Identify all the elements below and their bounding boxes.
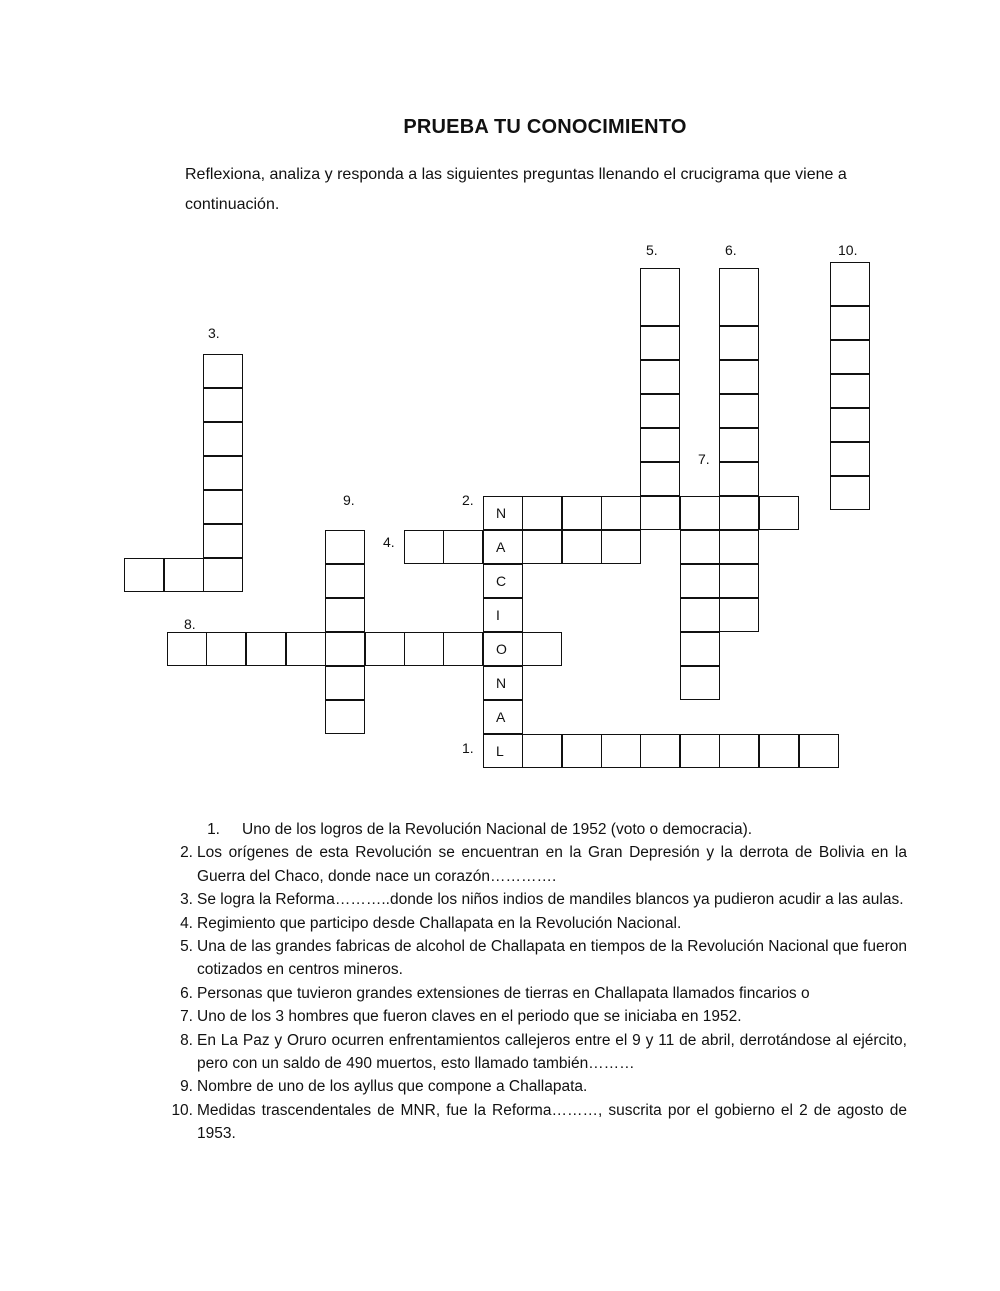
crossword-cell[interactable]: [286, 632, 326, 666]
crossword-cell[interactable]: [325, 598, 365, 632]
clue-text: Uno de los 3 hombres que fueron claves en el periodo que se iniciaba en 1952.: [197, 1008, 742, 1026]
crossword-cell[interactable]: [830, 374, 870, 408]
clue-number: 4.: [180, 914, 193, 932]
clue-number: 1.: [207, 821, 220, 838]
crossword-cell[interactable]: [206, 632, 246, 666]
clue-item: [165, 982, 907, 1005]
crossword-cell[interactable]: [562, 496, 602, 530]
clue-text: En La Paz y Oruro ocurren enfrentamientos callejeros entre el 9 y 11 de abril, derrotándose al ejército, pero con un saldo de 490 muertos, esto llamado también………: [197, 1031, 907, 1073]
crossword-cell[interactable]: [325, 700, 365, 734]
crossword-cell[interactable]: [203, 388, 243, 422]
clue-number: 2.: [180, 844, 193, 862]
crossword-cell[interactable]: [640, 394, 680, 428]
clue-text: Los orígenes de esta Revolución se encuentran en la Gran Depresión y la derrota de Bolivia en la Guerra del Chaco, donde nace un corazón………….: [197, 844, 907, 885]
crossword-cell[interactable]: [830, 262, 870, 306]
crossword-cell[interactable]: [719, 428, 759, 462]
crossword-cell[interactable]: [203, 354, 243, 388]
crossword-letter-cell[interactable]: C: [483, 564, 523, 598]
clue-number: 6.: [180, 984, 193, 1002]
crossword-cell[interactable]: [522, 632, 562, 666]
crossword-cell[interactable]: [365, 632, 405, 666]
crossword-cell[interactable]: [680, 564, 720, 598]
crossword-cell[interactable]: [640, 462, 680, 496]
crossword-cell[interactable]: [203, 422, 243, 456]
clue-item: [165, 935, 907, 982]
crossword-cell[interactable]: [680, 598, 720, 632]
crossword-cell[interactable]: [640, 734, 680, 768]
clue-number: 5.: [180, 938, 193, 956]
crossword-cell[interactable]: [601, 530, 641, 564]
clue-number: 10.: [171, 1101, 193, 1119]
crossword-cell[interactable]: [124, 558, 164, 592]
crossword-cell[interactable]: [759, 496, 799, 530]
clue-item: [165, 912, 907, 935]
crossword-cell[interactable]: [601, 734, 641, 768]
crossword-cell[interactable]: [164, 558, 204, 592]
crossword-cell[interactable]: [830, 306, 870, 340]
clue-number-label: 6.: [725, 242, 737, 258]
clue-text: Una de las grandes fabricas de alcohol de Challapata en tiempos de la Revolución Nacional que fueron cotizados en centros mineros.: [197, 938, 908, 979]
crossword-cell[interactable]: [522, 496, 562, 530]
crossword-cell[interactable]: [167, 632, 207, 666]
crossword-cell[interactable]: [719, 530, 759, 564]
clue-number: 8.: [180, 1031, 193, 1049]
clue-item: [165, 1099, 907, 1146]
crossword-letter-cell[interactable]: N: [483, 496, 523, 530]
crossword-cell[interactable]: [680, 734, 720, 768]
crossword-letter-cell[interactable]: L: [483, 734, 523, 768]
crossword-cell[interactable]: [680, 530, 720, 564]
crossword-cell[interactable]: [640, 496, 680, 530]
crossword-cell[interactable]: [443, 632, 483, 666]
crossword-cell[interactable]: [680, 632, 720, 666]
clue-number: 9.: [180, 1078, 193, 1096]
page-title: PRUEBA TU CONOCIMIENTO: [403, 116, 687, 138]
crossword-letter-cell[interactable]: N: [483, 666, 523, 700]
crossword-cell[interactable]: [203, 524, 243, 558]
crossword-cell[interactable]: [680, 666, 720, 700]
clue-number-label: 10.: [838, 242, 858, 258]
crossword-cell[interactable]: [601, 496, 641, 530]
clue-item: [165, 1029, 907, 1076]
clue-list: [165, 818, 907, 1146]
crossword-letter-cell[interactable]: I: [483, 598, 523, 632]
clue-number-label: 8.: [184, 616, 196, 632]
crossword-cell[interactable]: [203, 490, 243, 524]
crossword-cell[interactable]: [562, 530, 602, 564]
crossword-cell[interactable]: [522, 734, 562, 768]
crossword-cell[interactable]: [719, 598, 759, 632]
crossword-cell[interactable]: [759, 734, 799, 768]
clue-text: Medidas trascendentales de MNR, fue la Reforma………, suscrita por el gobierno el 2 de agosto de 1953.: [197, 1101, 907, 1143]
crossword-cell[interactable]: [325, 530, 365, 564]
clue-number-label: 5.: [646, 242, 658, 258]
clue-number-label: 1.: [462, 740, 474, 756]
crossword-letter-cell[interactable]: A: [483, 700, 523, 734]
clue-item: [165, 1005, 907, 1028]
clue-text: Personas que tuvieron grandes extensiones de tierras en Challapata llamados fincarios o: [197, 984, 810, 1002]
crossword-cell[interactable]: [404, 632, 444, 666]
clue-item: [165, 841, 907, 888]
clue-text: Nombre de uno de los ayllus que compone a Challapata.: [197, 1078, 588, 1096]
crossword-cell[interactable]: [246, 632, 286, 666]
crossword-cell[interactable]: [719, 496, 759, 530]
crossword-cell[interactable]: [203, 558, 243, 592]
crossword-cell[interactable]: [719, 462, 759, 496]
clue-item: [165, 888, 907, 911]
clue-number: 7.: [180, 1008, 193, 1026]
clue-item: [165, 1075, 907, 1098]
clue-number: 3.: [180, 891, 193, 909]
crossword-cell[interactable]: [522, 530, 562, 564]
crossword-cell[interactable]: [830, 340, 870, 374]
crossword-cell[interactable]: [443, 530, 483, 564]
crossword-cell[interactable]: [719, 326, 759, 360]
crossword-cell[interactable]: [719, 360, 759, 394]
crossword-cell[interactable]: [830, 476, 870, 510]
crossword-cell[interactable]: [719, 564, 759, 598]
crossword-cell[interactable]: [680, 496, 720, 530]
crossword-cell[interactable]: [830, 408, 870, 442]
crossword-cell[interactable]: [325, 564, 365, 598]
clue-item: [165, 818, 907, 841]
crossword-cell[interactable]: [719, 268, 759, 326]
clue-number-label: 2.: [462, 492, 474, 508]
clue-text: Uno de los logros de la Revolución Nacional de 1952 (voto o democracia).: [242, 821, 753, 838]
crossword-cell[interactable]: [640, 428, 680, 462]
crossword-cell[interactable]: [719, 394, 759, 428]
crossword-letter-cell[interactable]: O: [483, 632, 523, 666]
clue-text: Se logra la Reforma………..donde los niños indios de mandiles blancos ya pudieron acudir a las aulas.: [197, 891, 904, 909]
crossword-cell[interactable]: [562, 734, 602, 768]
crossword-cell[interactable]: [404, 530, 444, 564]
clue-number-label: 3.: [208, 325, 220, 341]
crossword-cell[interactable]: [799, 734, 839, 768]
crossword-cell[interactable]: [203, 456, 243, 490]
crossword-cell[interactable]: [640, 360, 680, 394]
crossword-cell[interactable]: [640, 268, 680, 326]
crossword-cell[interactable]: [325, 632, 365, 666]
clue-number-label: 4.: [383, 534, 395, 550]
crossword-cell[interactable]: [640, 326, 680, 360]
crossword-cell[interactable]: [830, 442, 870, 476]
clue-text: Regimiento que participo desde Challapata en la Revolución Nacional.: [197, 914, 682, 932]
crossword-cell[interactable]: [719, 734, 759, 768]
crossword-cell[interactable]: [325, 666, 365, 700]
crossword-letter-cell[interactable]: A: [483, 530, 523, 564]
instructions: Reflexiona, analiza y responda a las siguientes preguntas llenando el crucigrama que viene a continuación.: [185, 166, 847, 213]
clue-number-label: 9.: [343, 492, 355, 508]
clue-number-label: 7.: [698, 451, 710, 467]
